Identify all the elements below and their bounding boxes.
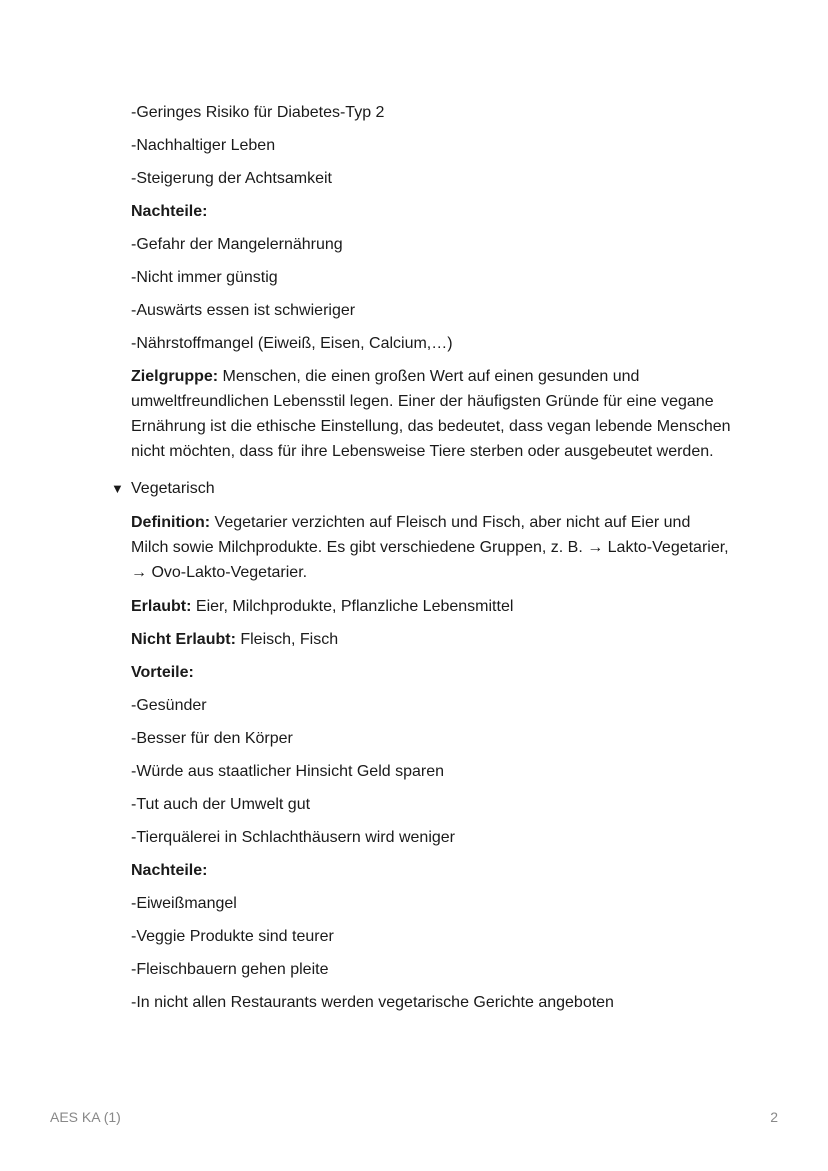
toggle-vegetarisch[interactable] [111,476,731,501]
definition-paragraph [131,510,731,585]
list-item: -Nicht immer günstig [131,269,278,286]
definition-text: Vegetarier verzichten auf Fleisch und Fisch, aber nicht auf Eier und Milch sowie Milchprodukte. Es gibt verschiedene Gruppen, z. B. → Lakto-Vegetarier, → Ovo-Lakto-Vegetarier. [131,514,729,581]
toggle-heading: Vegetarisch [131,480,215,497]
list-item: -Tut auch der Umwelt gut [131,796,311,813]
nicht-erlaubt-line: Nicht Erlaubt: Fleisch, Fisch [131,631,339,648]
list-item: -Veggie Produkte sind teurer [131,928,334,945]
footer-document-title: AES KA (1) [50,1109,121,1125]
list-item: -Steigerung der Achtsamkeit [131,170,332,187]
definition-label: Definition: [131,514,211,531]
zielgruppe-paragraph [131,364,731,464]
list-item: -Gesünder [131,697,207,714]
list-item: -In nicht allen Restaurants werden vegetarische Gerichte angeboten [131,994,614,1011]
list-item: -Gefahr der Mangelernährung [131,236,343,253]
list-item: -Besser für den Körper [131,730,293,747]
zielgruppe-label: Zielgruppe: [131,368,219,385]
list-item: -Nährstoffmangel (Eiweiß, Eisen, Calcium,…) [131,335,453,352]
zielgruppe-text: Menschen, die einen großen Wert auf einen gesunden und umweltfreundlichen Lebensstil legen. Einer der häufigsten Gründe für eine vegane Ernährung ist die ethische Einstellung, das bedeutet, dass vegan lebende Menschen nicht möchten, dass für ihre Lebensweise Tiere sterben oder ausgebeutet werden. [131,368,731,460]
triangle-down-icon[interactable]: ▼ [111,481,124,496]
list-item: -Würde aus staatlicher Hinsicht Geld sparen [131,763,445,780]
erlaubt-line: Erlaubt: Eier, Milchprodukte, Pflanzliche Lebensmittel [131,598,514,615]
list-item: -Tierquälerei in Schlachthäusern wird weniger [131,829,456,846]
list-item: -Geringes Risiko für Diabetes-Typ 2 [131,104,385,121]
list-item: -Fleischbauern gehen pleite [131,961,329,978]
nachteile-heading: Nachteile: [131,203,208,220]
list-item: -Auswärts essen ist schwieriger [131,302,356,319]
nachteile-heading: Nachteile: [131,862,208,879]
footer-page-number: 2 [770,1109,778,1125]
list-item: -Eiweißmangel [131,895,237,912]
page-content [111,100,731,1023]
vorteile-heading: Vorteile: [131,664,194,681]
list-item: -Nachhaltiger Leben [131,137,276,154]
